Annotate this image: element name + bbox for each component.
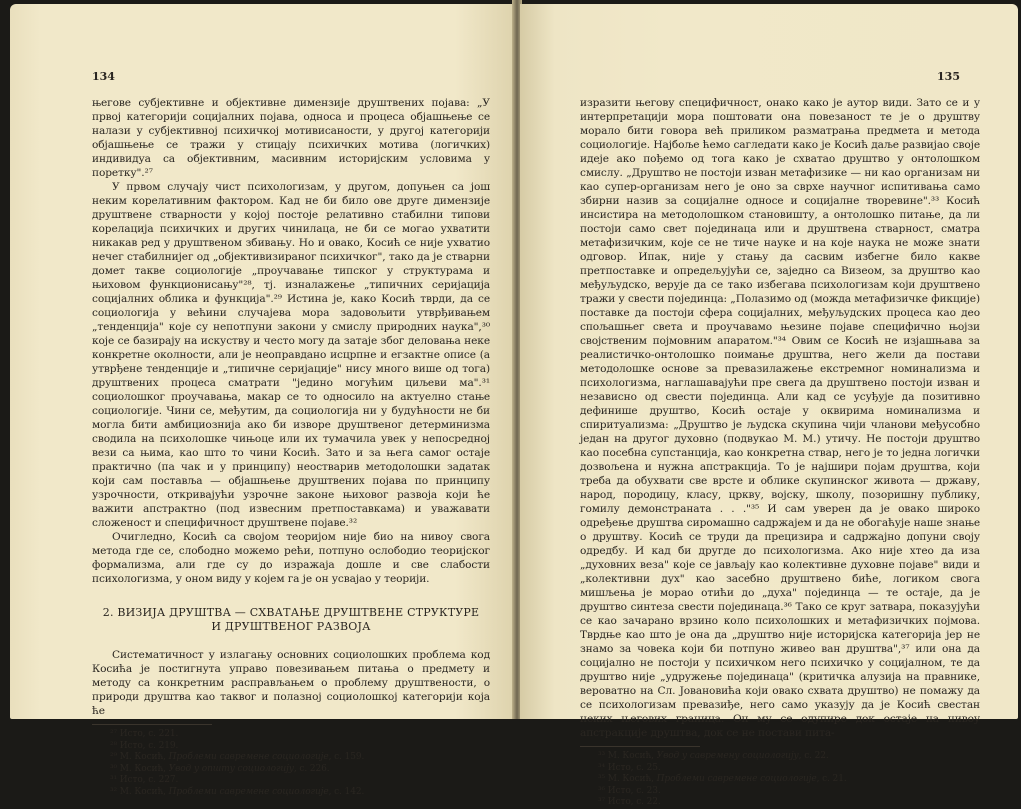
footnote-text: Исто, с. 22.	[607, 797, 661, 808]
footnote	[580, 774, 980, 786]
footnote-text: Исто, с. 221.	[119, 729, 179, 739]
footnote-mark: ³⁴	[598, 762, 608, 773]
footnotes-left	[92, 724, 490, 799]
footnote-page: , с. 226.	[293, 763, 330, 774]
footnote	[92, 787, 490, 799]
footnote-mark: ³⁰	[110, 763, 120, 774]
footnote-mark: ²⁸	[110, 740, 120, 751]
section-heading	[92, 606, 490, 634]
section-heading-line: 2. ВИЗИЈА ДРУШТВА — СХВАТАЊЕ ДРУШТВЕНЕ СТРУКТУРЕ	[102, 606, 480, 619]
footnote-mark: ²⁹	[110, 752, 120, 763]
footnote-rule	[92, 724, 212, 725]
footnote-page: , с. 22.	[798, 751, 829, 761]
footnote-author: М. Косић,	[119, 763, 169, 774]
left-page-body	[92, 96, 490, 799]
paragraph: Систематичност у излагању основних социолошких проблема код Косића је постигнута управо повезивањем питања о предмету и методу са конкретним расправљањем о проблему друштвености, о природи друштва као таквог и полазној социолошкој категорији која ће	[92, 649, 490, 717]
footnote	[92, 741, 490, 753]
paragraph: Очигледно, Косић са својом теоријом није био на нивоу свога метода где се, слободно можемо рећи, потпуно ослободио теоријског формализма, али где су до изражаја дошле и све слабости психологизма, у оном виду у којем га је он усвајао у теорији.	[92, 531, 490, 585]
footnote-list	[580, 751, 980, 809]
footnote-mark: ²⁷	[110, 729, 120, 739]
footnote-book-title: Проблеми савремене социологије	[168, 752, 329, 763]
page-number-left: 134	[92, 70, 115, 83]
right-page	[520, 4, 1018, 808]
footnote-mark: ³⁶	[598, 785, 608, 796]
footnotes-right	[580, 746, 980, 809]
footnote-mark: ³¹	[110, 775, 120, 786]
footnote-book-title: Увод у општу социологију	[168, 763, 294, 774]
footnote-mark: ³³	[598, 751, 608, 761]
footnote	[580, 751, 980, 763]
footnote-text: Исто, с. 227.	[119, 775, 179, 786]
footnote	[92, 752, 490, 764]
footnote	[580, 763, 980, 775]
footnote	[580, 797, 980, 809]
footnote-text: Исто, с. 23.	[607, 785, 661, 796]
footnote-mark: ³⁵	[598, 774, 608, 785]
footnote-book-title: Проблеми савремене социологије	[656, 774, 817, 785]
footnote-page: , с. 159.	[328, 752, 365, 763]
footnote-text: Исто, с. 25.	[607, 762, 661, 773]
footnote-page: , с. 142.	[328, 786, 365, 797]
footnote-book-title: Проблеми савремене социологије	[168, 786, 329, 797]
footnote	[92, 775, 490, 787]
footnote-book-title: Увод у савремену социологију	[656, 751, 799, 761]
footnote-page: , с. 21.	[816, 774, 847, 785]
paragraph: У првом случају чист психологизам, у другом, допуњен са још неким корелативним фактором. Кад не би било ове друге димензије друштвене стварности у којој постоје релативно стабилни типови корелација психичких и других чинилаца, не би се могао ухватити никакав ред у друштвеном збивању. Но и овако, Косић се није ухватио нечег стабилнијег од „објективизираног психичког", тако да је стварни домет такве социологије „проучавање типског у структурама и њиховом функционисању"²⁸, тј. изналажење „типичних серијација социјалних облика и функција".²⁹ Истина је, како Косић тврди, да се социологија у већини случајева мора задовољити утврђивањем „тенденција" које су непотпуни закони у смислу природних наука",³⁰ које се базирају на искуству и често могу да затаје због деловања неке конкретне околности, али је неоправдано исцрпне и егзактне описе (а утврђене тенденције и „типичне серијације" нису много више од тога) друштвених процеса сматрати "једино могућим циљеви ма".³¹ социолошког проучавања, макар се то односило на актуелно стање социологије. Чини се, међутим, да социологија ни у будућности не би могла бити амбициознија ако би изворе друштвеног детерминизма сводила на психолошке чињоце или их тумачила увек у непосредној вези са њима, као што то чини Косић. Зато и за њега самог остаје практично (па чак и у принципу) неостварив методолошки задатак који сам поставља — објашњење друштвених појава по принципу узрочности, откривајући узрочне законе њиховог развоја који ће важити апстрактно (под извесним претпоставкама) и уважавати сложеност и специфичност друштвене појаве.³²	[92, 181, 490, 529]
footnote-rule	[580, 746, 700, 747]
paragraph: изразити његову специфичност, онако како је аутор види. Зато се и у интерпретацији мора поштовати она повезаност те је о друштву морало бити говора већ приликом разматрања предмета и метода социологије. Најбоље ћемо сагледати како је Косић даље развијао своје идеје ако пођемо од тога како је схватао друштво у онтолошком смислу. „Друштво не постоји изван метафизике — ни као организам ни као супер-организам него је оно за сврхе научног испитивања само збирни назив за социјалне односе и социјалне творевине".³³ Косић инсистира на методолошком становишту, а онтолошко питање, да ли постоји само свет појединаца или и друштвена стварност, сматра метафизичким, које се не тиче науке и на које наука не може знати одговор. Ипак, није у стању да сасвим избегне било какве претпоставке и опредељујући се, заједно са Визеом, за друштво као међуљудско, верује да се тако избегава психологизам који друштвено тражи у свести појединца: „Полазимо од (можда метафизичке фикције) поставке да постоји сфера социјалних, међуљудских процеса као део спољашњег света и проучавамо њезине појаве специфично њојзи својственим појмовним апаратом."³⁴ Овим се Косић не изјашњава за реалистичко-онтолошко поимање друштва, него жели да постави методолошке основе за превазилажење екстремног номинализма и психологизма, наглашавајући пре свега да друштвено постоји изван и независно од свести појединца. Али кад се усуђује да позитивно дефинише друштво, Косић остаје у оквирима номинализма и спиритуализма: „Друштво је људска скупина чији чланови међусобно један на другог духовно (подвукао М. М.) утичу. Не постоји друштво као посебна супстанција, као конкретна ствар, него је то једна логички дозвољена и нужна апстракција. То је најшири појам друштва, који треба да обухвати све врсте и облике скупинског живота — државу, народ, породицу, класу, цркву, војску, школу, позоришну публику, гомилу демонстраната . . ."³⁵ И сам уверен да је овако широко одређење друштва сиромашно садржајем и да не обогаћује наше знање о друштву. Косић се труди да прецизира и садржајно допуни своју одредбу. И кад би другде до психологизма. Ако није хтео да иза „духовних веза" које се јављају као колективне духовне појаве" види и „колективни дух" као засебно друштвено биће, логиком свога мишљења је морао отићи до „духа" појединца — те остаје, да је друштво синтеза свести појединаца.³⁶ Тако се круг затвара, показујући се као зачарано врзино коло психолошких и метафизичких појмова. Тврдње као што је она да „друштво није историјска категорија јер не знамо за човека који би потпуно живео ван друштва",³⁷ или она да социјално не постоји у психичком него психичко у социјалном, те да друштво није „удружење појединаца" (критичка алузија на правнике, вероватно на Сл. Јовановића који овако схвата друштво) не помажу да се психологизам превазиђе, него само указују да је Косић свестан неких његових граница. Он му се одупире док остаје на нивоу апстракције друштва, док се не постави пита-	[580, 97, 980, 739]
footnote-author: М. Косић,	[607, 774, 657, 785]
footnote-mark: ³²	[110, 786, 120, 797]
footnote-author: М. Косић,	[607, 751, 657, 761]
footnote-author: М. Косић,	[119, 786, 169, 797]
footnote-mark: ³⁷	[598, 797, 608, 808]
page-number-right: 135	[937, 70, 960, 83]
footnote	[92, 764, 490, 776]
footnote	[580, 786, 980, 798]
right-page-body	[580, 96, 980, 809]
section-heading-line: И ДРУШТВЕНОГ РАЗВОЈА	[211, 620, 371, 633]
footnote-list	[92, 729, 490, 799]
paragraph: његове субјективне и објективне димензије друштвених појава: „У првој категорији социјалних појава, односа и процеса објашњење се налази у субјективној психичкој мотивисаности, у другој категорији објашњење се тражи у стицају психичких мотива (логичких) индивидуа са објективним, масивним историјским условима у поретку".²⁷	[92, 97, 490, 179]
left-page	[10, 4, 516, 797]
footnote-text: Исто, с. 219.	[119, 740, 179, 751]
footnote	[92, 729, 490, 741]
footnote-author: М. Косић,	[119, 752, 169, 763]
